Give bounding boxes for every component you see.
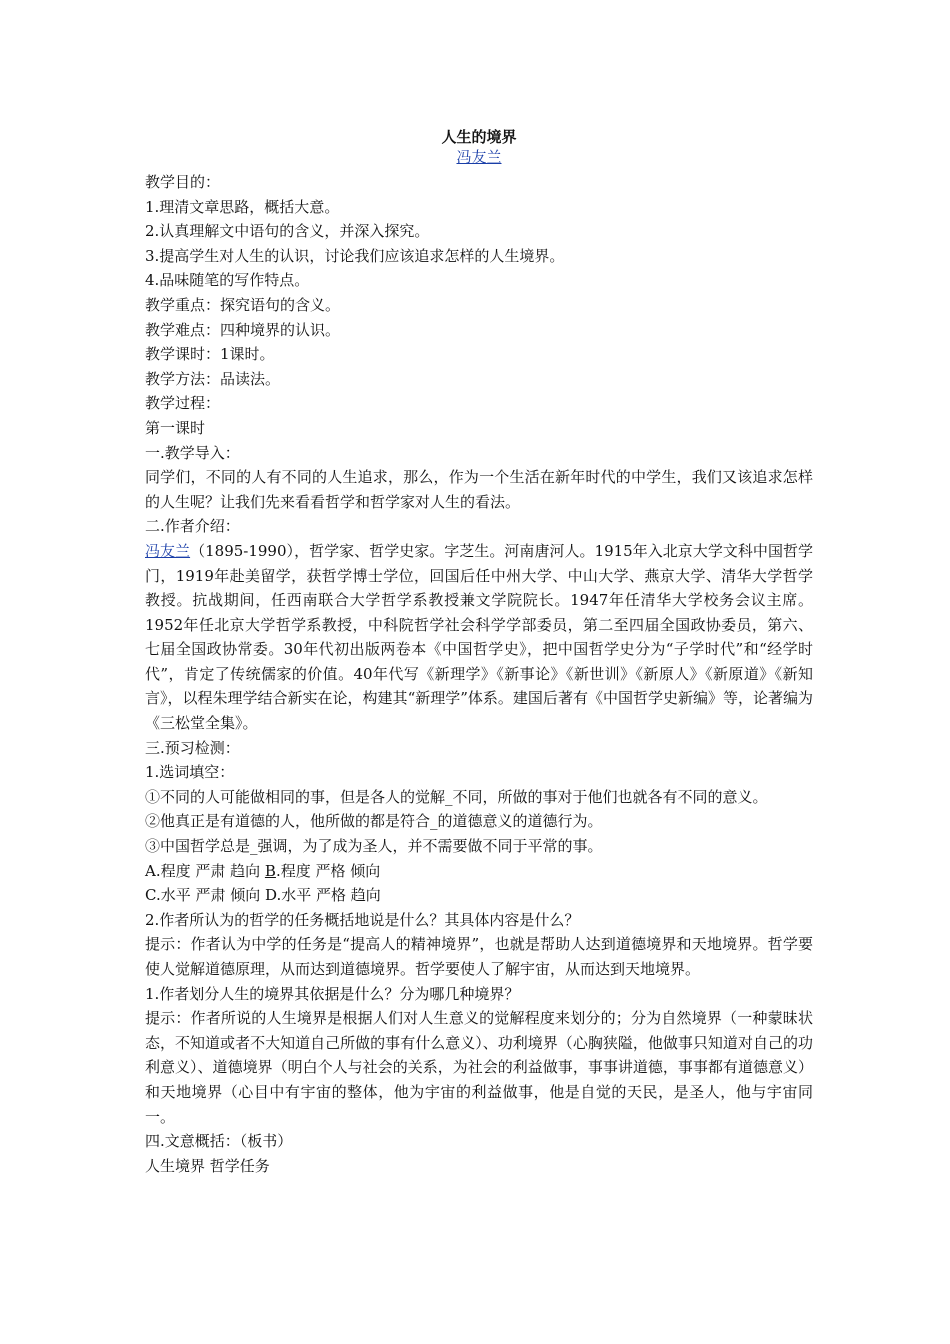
summary-line: 人生境界 哲学任务 <box>145 1156 270 1175</box>
lesson-heading: 第一课时 <box>145 418 206 437</box>
goal-item: 3.提高学生对人生的认识，讨论我们应该追求怎样的人生境界。 <box>145 246 565 265</box>
fill-blank-item: ③中国哲学总是_强调，为了成为圣人，并不需要做不同于平常的事。 <box>145 837 603 856</box>
summary-heading: 四.文意概括：（板书） <box>145 1132 293 1151</box>
class-hours: 教学课时：1课时。 <box>145 345 275 364</box>
option-b-letter: B <box>264 861 276 880</box>
key-point: 教学重点：探究语句的含义。 <box>145 295 341 314</box>
option-a: A.程度 严肃 趋向 <box>145 861 265 880</box>
document-page <box>145 120 813 1178</box>
hint-paragraph: 提示：作者所说的人生境界是根据人们对人生意义的觉解程度来划分的；分为自然境界（一种蒙昧状态，不知道或者不大知道自己所做的事有什么意义）、功利境界（心胸狭隘，他做事只知道对自己的功利意义）、道德境界（明白个人与社会的关系，为社会的利益做事，事事讲道德，事事都有道德意义）和天地境界（心目中有宇宙的整体，他为宇宙的利益做事，他是自觉的天民，是圣人，他与宇宙同一。 <box>145 1009 813 1126</box>
question-heading: 1.选词填空： <box>145 763 235 782</box>
fill-blank-item: ①不同的人可能做相同的事，但是各人的觉解_不同，所做的事对于他们也就各有不同的意义。 <box>145 787 768 806</box>
author-link[interactable]: 冯友兰 <box>456 148 502 166</box>
difficulty: 教学难点：四种境界的认识。 <box>145 320 341 339</box>
preview-heading: 三.预习检测： <box>145 738 240 757</box>
teaching-method: 教学方法：品读法。 <box>145 369 281 388</box>
author-bio-text: （1895-1990），哲学家、哲学史家。字芝生。河南唐河人。1915年入北京大学文科中国哲学门，1919年赴美留学，获哲学博士学位，回国后任中州大学、中山大学、燕京大学、清华大学哲学教授。抗战期间，任西南联合大学哲学系教授兼文学院院长。1947年任清华大学校务会议主席。1952年任北京大学哲学系教授，中科院哲学社会科学学部委员，第二至四届全国政协委员，第六、七届全国政协常委。30年代初出版两卷本《中国哲学史》，把中国哲学史分为“子学时代”和“经学时代”，肯定了传统儒家的价值。40年代写《新理学》《新事论》《新世训》《新原人》《新原道》《新知言》，以程朱理学结合新实在论，构建其“新理学”体系。建国后著有《中国哲学史新编》等，论著编为《三松堂全集》。 <box>145 541 813 733</box>
intro-paragraph: 同学们，不同的人有不同的人生追求，那么，作为一个生活在新年时代的中学生，我们又该追求怎样的人生呢？让我们先来看看哲学和哲学家对人生的看法。 <box>145 468 813 511</box>
document-title: 人生的境界 <box>441 128 517 146</box>
goals-heading: 教学目的： <box>145 173 221 191</box>
hint-paragraph: 提示：作者认为中学的任务是“提高人的精神境界”，也就是帮助人达到道德境界和天地境界。哲学要使人觉解道德原理，从而达到道德境界。哲学要使人了解宇宙，从而达到天地境界。 <box>145 935 813 978</box>
option-b: .程度 严格 倾向 <box>275 861 381 880</box>
fill-blank-item: ②他真正是有道德的人，他所做的都是符合_的道德意义的道德行为。 <box>145 812 603 831</box>
goal-item: 2.认真理解文中语句的含义，并深入探究。 <box>145 222 430 241</box>
author-byline <box>145 144 813 170</box>
goal-item: 1.理清文章思路，概括大意。 <box>145 197 340 216</box>
question-text: 1.作者划分人生的境界其依据是什么？分为哪几种境界？ <box>145 984 520 1003</box>
answer-options: C.水平 严肃 倾向 D.水平 严格 趋向 <box>145 886 381 905</box>
question-text: 2.作者所认为的哲学的任务概括地说是什么？其具体内容是什么？ <box>145 910 580 929</box>
author-heading: 二.作者介绍： <box>145 517 240 536</box>
intro-heading: 一.教学导入： <box>145 443 240 462</box>
answer-options <box>145 859 813 884</box>
author-bio-paragraph <box>145 539 813 736</box>
author-bio-link[interactable]: 冯友兰 <box>145 541 191 560</box>
process-heading: 教学过程： <box>145 394 221 413</box>
goal-item: 4.品味随笔的写作特点。 <box>145 271 310 290</box>
